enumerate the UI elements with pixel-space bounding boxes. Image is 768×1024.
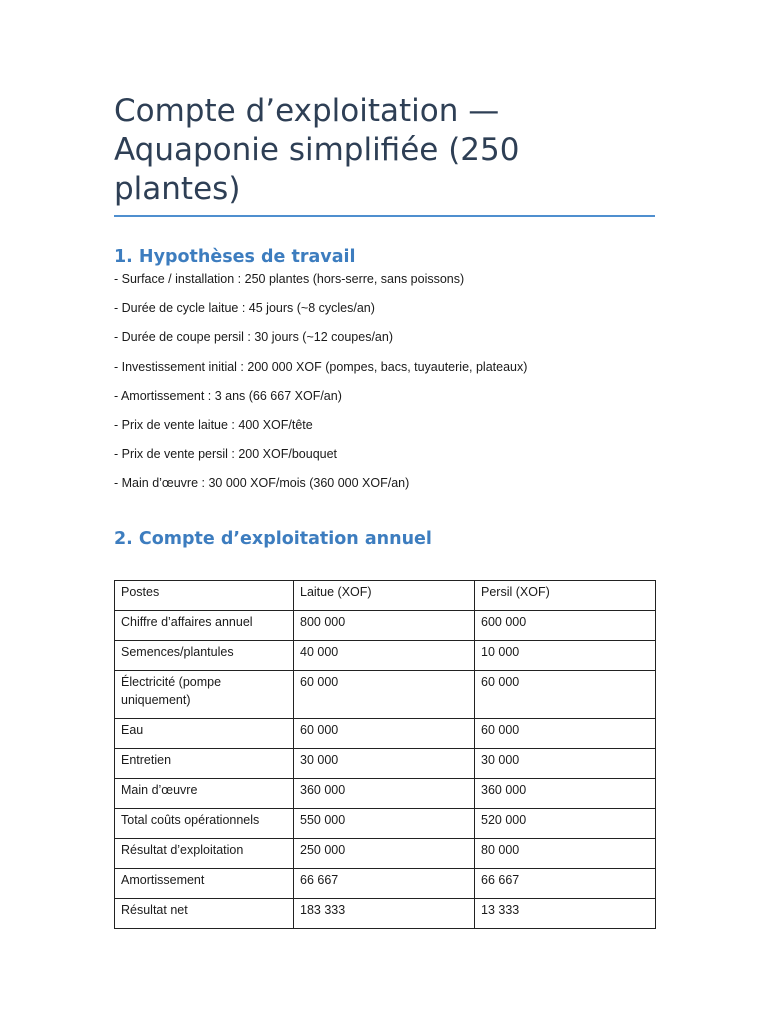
table-cell-persil: 360 000 bbox=[475, 778, 656, 808]
table-row bbox=[115, 640, 656, 670]
table-header-row bbox=[115, 580, 656, 610]
table-cell-persil: 60 000 bbox=[475, 718, 656, 748]
list-item: - Prix de vente laitue : 400 XOF/tête bbox=[114, 417, 313, 432]
table-cell-persil: 600 000 bbox=[475, 610, 656, 640]
table-row bbox=[115, 670, 656, 718]
table-cell-poste: Chiffre d’affaires annuel bbox=[115, 610, 294, 640]
table-row bbox=[115, 898, 656, 928]
table-cell-persil: 10 000 bbox=[475, 640, 656, 670]
table-cell-laitue: 183 333 bbox=[294, 898, 475, 928]
list-item: - Main d’œuvre : 30 000 XOF/mois (360 000 XOF/an) bbox=[114, 476, 410, 491]
hypotheses-list bbox=[114, 271, 655, 505]
section-heading-hypotheses: 1. Hypothèses de travail bbox=[114, 247, 356, 267]
table-cell-persil: 60 000 bbox=[475, 670, 656, 718]
table-row bbox=[115, 748, 656, 778]
table-cell-laitue: 250 000 bbox=[294, 838, 475, 868]
table-cell-poste: Semences/plantules bbox=[115, 640, 294, 670]
table-cell-persil: 520 000 bbox=[475, 808, 656, 838]
table-row bbox=[115, 868, 656, 898]
list-item: - Investissement initial : 200 000 XOF (pompes, bacs, tuyauterie, plateaux) bbox=[114, 359, 528, 374]
column-header: Laitue (XOF) bbox=[294, 580, 475, 610]
table-row bbox=[115, 808, 656, 838]
table-cell-poste: Amortissement bbox=[115, 868, 294, 898]
table-cell-laitue: 60 000 bbox=[294, 718, 475, 748]
document-title: Compte d’exploitation — Aquaponie simplifiée (250 plantes) bbox=[114, 92, 655, 217]
table-row bbox=[115, 838, 656, 868]
table-cell-laitue: 40 000 bbox=[294, 640, 475, 670]
table-cell-poste: Main d’œuvre bbox=[115, 778, 294, 808]
table-cell-laitue: 30 000 bbox=[294, 748, 475, 778]
list-item: - Prix de vente persil : 200 XOF/bouquet bbox=[114, 447, 338, 462]
table-cell-laitue: 60 000 bbox=[294, 670, 475, 718]
section-heading-compte: 2. Compte d’exploitation annuel bbox=[114, 528, 432, 549]
table-cell-persil: 13 333 bbox=[475, 898, 656, 928]
table-cell-poste: Électricité (pompe uniquement) bbox=[115, 670, 294, 718]
table-cell-poste: Entretien bbox=[115, 748, 294, 778]
table-cell-laitue: 550 000 bbox=[294, 808, 475, 838]
list-item: - Surface / installation : 250 plantes (hors-serre, sans poissons) bbox=[114, 272, 465, 286]
table-cell-laitue: 360 000 bbox=[294, 778, 475, 808]
table-row bbox=[115, 778, 656, 808]
column-header: Persil (XOF) bbox=[475, 580, 656, 610]
document-page bbox=[114, 92, 655, 929]
table-cell-poste: Total coûts opérationnels bbox=[115, 808, 294, 838]
table-cell-poste: Eau bbox=[115, 718, 294, 748]
table-cell-laitue: 800 000 bbox=[294, 610, 475, 640]
list-item: - Durée de cycle laitue : 45 jours (~8 cycles/an) bbox=[114, 301, 375, 316]
list-item: - Durée de coupe persil : 30 jours (~12 coupes/an) bbox=[114, 330, 393, 345]
table-cell-persil: 80 000 bbox=[475, 838, 656, 868]
table-cell-poste: Résultat net bbox=[115, 898, 294, 928]
table-row bbox=[115, 610, 656, 640]
list-item: - Amortissement : 3 ans (66 667 XOF/an) bbox=[114, 388, 342, 403]
column-header: Postes bbox=[115, 580, 294, 610]
table-cell-laitue: 66 667 bbox=[294, 868, 475, 898]
table-cell-poste: Résultat d’exploitation bbox=[115, 838, 294, 868]
table-cell-persil: 30 000 bbox=[475, 748, 656, 778]
table-row bbox=[115, 718, 656, 748]
compte-table bbox=[114, 580, 656, 929]
table-cell-persil: 66 667 bbox=[475, 868, 656, 898]
